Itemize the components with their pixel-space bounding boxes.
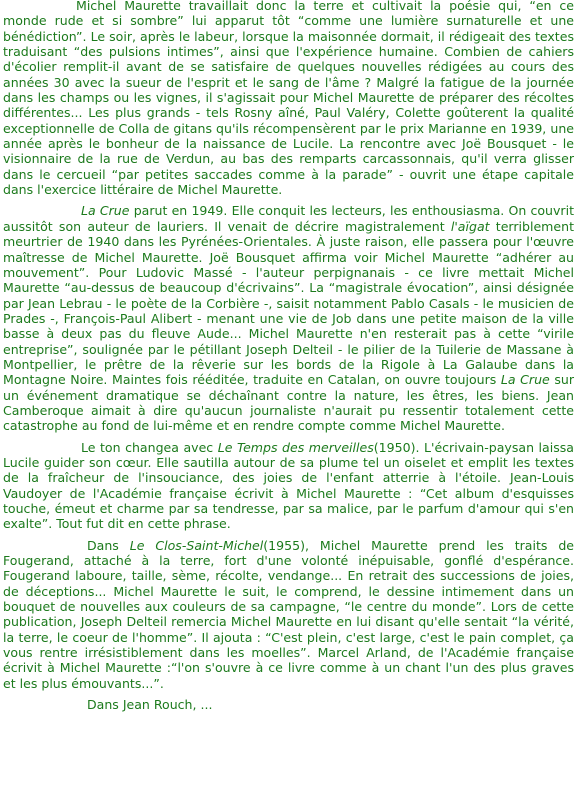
paragraph-temps-des-merveilles xyxy=(3,440,574,532)
paragraph-clos-saint-michel xyxy=(3,538,574,691)
book-title-la-crue: La Crue xyxy=(81,203,130,219)
book-title-le-clos-saint-michel: Le Clos-Saint-Michel xyxy=(129,537,264,553)
text-segment: (1950). L'écrivain-paysan laissa Lucile guider son cœur. Elle sautilla autour de sa plume tel un oiselet et emplit les textes de la fraîcheur de l'insouciance, des joies de l'enfant atterrie à l'étoile. Jean-Louis Vaudoyer de l'Académie française écrivit à Michel Maurette : “Cet album d'esquisses touche, émeut et charme par sa tendresse, par sa malice, par le parfum d'amour qui s'en exalte”. Tout fut dit en cette phrase. xyxy=(3,439,574,532)
paragraph-michel-maurette-poesie xyxy=(3,0,574,197)
text-segment: Le ton changea avec xyxy=(81,439,218,455)
text-segment: Dans xyxy=(87,537,130,553)
paragraph-cut-off xyxy=(3,697,574,712)
text-segment: parut en 1949. Elle conquit les lecteurs, les enthousiasma. On couvrit aussitôt son auteur de lauriers. Il venait de décrire magistralement xyxy=(3,203,574,234)
text-segment: terriblement meurtrier de 1940 dans les Pyrénées-Orientales. À juste raison, elle passera pour l'œuvre maîtresse de Michel Maurette. Joë Bousquet affirma voir Michel Maurette “adhérer au mouvement”. Pour Ludovic Massé - l'auteur perpignanais - ce livre mettait Michel Maurette “au-dessus de beaucoup d'écrivains”. La “magistrale évocation”, ainsi désignée par Jean Lebrau - le poète de la Corbière -, saisit notamment Pablo Casals - le musicien de Prades -, François-Paul Alibert - menant une vie de Job dans une petite maison de la ville basse à deux pas du fleuve Aude... Michel Maurette n'en resterait pas à cette “virile entreprise”, soulignée par le pétillant Joseph Delteil - le pilier de la Tuilerie de Massane à Montpellier, le prêtre de la rêverie sur les bords de la Rigole à La Galaube dans la Montagne Noire. Maintes fois rééditée, traduite en Catalan, on ouvre toujours xyxy=(3,218,574,388)
article-body xyxy=(3,0,574,718)
text-segment: Michel Maurette travaillait donc la terre et cultivait la poésie qui, “en ce monde rude et si sombre” lui apparut tôt “comme une lumière surnaturelle et une bénédiction”. Le soir, après le labeur, lorsque la maisonnée dormait, il rédigeait des textes traduisant “des pulsions intimes”, ainsi que l'expérience humaine. Combien de cahiers d'écolier remplit-il avant de se satisfaire de quelques nouvelles rédigées au cours des années 30 avec la sueur de l'esprit et le sang de l'âme ? Malgré la fatigue de la journée dans les champs ou les vignes, il s'agissait pour Michel Maurette de préparer des récoltes différentes... Les plus grands - tels Rosny aîné, Paul Valéry, Colette goûterent la qualité exceptionnelle de Colla de gitans qu'ils récompensèrent par le prix Marianne en 1939, une année après le bonheur de la naissance de Lucile. La rencontre avec Joë Bousquet - le visionnaire de la rue de Verdun, au bas des remparts carcassonnais, qu'il verra glisser dans le cercueil “par petites saccades comme à la parade” - ouvrit une étape capitale dans l'exercice littéraire de Michel Maurette. xyxy=(3,0,574,198)
book-title-la-crue: La Crue xyxy=(500,372,550,388)
term-aigat: l'aïgat xyxy=(450,218,490,234)
book-title-le-temps-des-merveilles: Le Temps des merveilles xyxy=(217,439,374,455)
text-segment: Dans Jean Rouch, ... xyxy=(87,697,213,713)
text-segment: sur un événement dramatique se déchaînant contre la nature, les êtres, les biens. Jean Camberoque aimait à dire qu'aucun journaliste n'aurait pu ressentir totalement cette catastrophe au fond de lui-même et en rendre compte comme Michel Maurette. xyxy=(3,372,574,434)
text-segment: (1955), Michel Maurette prend les traits de Fougerand, attaché à la terre, fort d'une volonté inépuisable, gonflé d'espérance. Fougerand laboure, taille, sème, récolte, vendange... En retrait des successions de joies, de déceptions... Michel Maurette le suit, le comprend, le dessine intimement dans un bouquet de nouvelles aux couleurs de sa campagne, “le centre du monde”. Lors de cette publication, Joseph Delteil remercia Michel Maurette en lui disant qu'elle sentait “la vérité, la terre, le coeur de l'homme”. Il ajouta : “C'est plein, c'est large, c'est le pain complet, ça vous rentre irrésistiblement dans les moelles”. Marcel Arland, de l'Académie française écrivit à Michel Maurette :“l'on s'ouvre à ce livre comme à un chant l'un des plus graves et les plus émouvants...”. xyxy=(3,537,575,691)
paragraph-la-crue xyxy=(3,203,574,433)
